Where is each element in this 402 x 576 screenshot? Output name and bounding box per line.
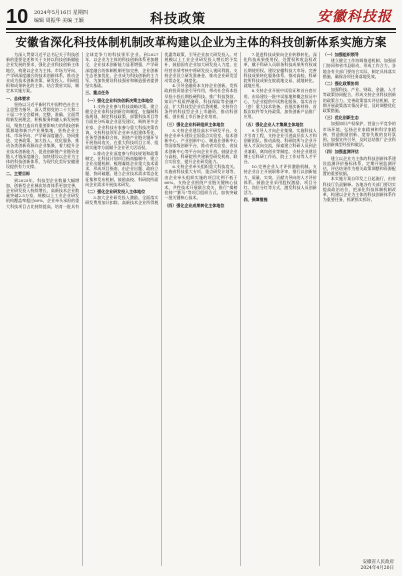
subsection-heading: （五）强化企业人才集聚主体地位 bbox=[243, 121, 304, 127]
paragraph: 加强科技、产业、财政、金融、人才等政策协同配合，形成支持企业科技创新的政策合力。完善政策落实评估机制，定期开展政策落实情况评估，及时调整优化政策措施。 bbox=[322, 87, 396, 114]
paragraph: 建立以企业为主体的科技创新体系建设监测评价指标体系，定期开展监测评估，评估结果作为相关政策调整和资源配置的重要依据。 bbox=[322, 155, 396, 177]
section-heading: 一、总体要求 bbox=[6, 95, 30, 101]
page-header bbox=[0, 0, 402, 30]
section-heading: 四、保障措施 bbox=[243, 197, 268, 203]
issuance-date: 2024年4月20日 bbox=[360, 566, 394, 571]
subsection-heading: （四）加强监测评估 bbox=[322, 149, 359, 155]
subsection-heading: （二）强化企业研发投入主体地位 bbox=[85, 189, 146, 195]
paragraph: 建立健全工作协调推进机制，加强部门协同和省市县联动，形成工作合力。各地各有关部门要结合实际，制定具体落实措施，确保各项任务落地见效。 bbox=[322, 58, 396, 79]
paragraph: 4.引导金融资本支持企业创新。发挥政府投资基金引导作用，带动社会资本投早投小投长期投硬科技。推广科技贷款、知识产权质押融资、科技保险等金融产品，扩大科技型企业信贷规模。支持符合条件的科技型企业上市融资，推动科创板、创业板上市后备企业培育。 bbox=[164, 83, 238, 120]
subsection-heading: （三）优化创新生态 bbox=[322, 115, 359, 121]
subsection-heading: （一）强化企业科技创新决策主体地位 bbox=[85, 97, 154, 103]
paragraph: 10.完善企业人才评价激励机制。支持企业自主开展职称评审，推行以创新能力、质量、实效、贡献为导向的人才评价体系。鼓励企业采用股权激励、项目分红、岗位分红等方式，激发科技人员创新活力。 bbox=[243, 164, 317, 196]
article-headline: 安徽省深化科技体制机制改革构建以企业为主体的科技创新体系实施方案 bbox=[15, 37, 387, 49]
paragraph: 7.促进科技成果向企业转移转化。深化科技成果使用权、处置权和收益权改革，赋予科研人员职务科技成果所有权或长期使用权。建设安徽科技大市场，完善科技成果转化服务体系，推动高校、科研院所科技成果在皖就地交易、就地转化、就地应用。 bbox=[243, 52, 317, 89]
intro-paragraph: 为深入贯彻习近平总书记关于科技创新的重要论述和关于支持以科技创新赋能企业发展的要求，强化企业科技创新主体地位，构建以企业为主体、市场为导向、产学研深度融合的技术创新体系，推动企业成为技术创新决策、研发投入、科研组织和成果转化的主体，结合我省实际，制定本实施方案。 bbox=[6, 52, 80, 94]
issuer-name: 安徽省人民政府 bbox=[362, 560, 394, 565]
paragraph: 坚持以习近平新时代中国特色社会主义思想为指导，深入贯彻党的二十大和二十届二中全会精神，完整、准确、全面贯彻新发展理念，积极服务和融入新发展格局，聚焦打造具有重要影响力的科技创新策源地和新兴产业聚集地，坚持企业主体、市场导向、产学研深度融合、协同推进、完善政策、加大投入、优化服务，推动各类创新资源向企业集聚，着力提升企业技术创新能力，促进创新链产业链资金链人才链深度融合，加快建设以企业为主体的科技创新体系，为现代化美好安徽建设提供有力支撑。 bbox=[6, 101, 80, 170]
paragraph: 8.支持企业开展中试验证和首台套应用。布局建设一批中试基地和概念验证中心，为企业提供中试熟化服务。落实首台（套）重大技术装备、首批次新材料、首版次软件等支持政策，加快创新产品推广应用。 bbox=[243, 88, 317, 120]
article-footer bbox=[360, 560, 394, 572]
section-heading: 二、主要目标 bbox=[6, 171, 30, 177]
article-body bbox=[6, 52, 396, 566]
subsection-heading: （四）强化企业成果转化主体地位 bbox=[164, 202, 225, 208]
section-title: 科技政策 bbox=[150, 11, 207, 26]
paragraph: 9.引导人才向企业集聚。实施科技人才引育工程，支持企业引进高层次人才和创新团队。推动高校、科研院所与企业开展人才双向交流，探索建立科研人员到企业兼职、离岗创业等制度。支持企业建设博士后科研工作站、院士工作站等人才平台。 bbox=[243, 127, 317, 165]
closing-paragraph: 本实施方案自印发之日起施行，由省科技厅负责解释。各地各有关部门要切实提高政治站位，把深化科技体制机制改革、构建以企业为主体的科技创新体系作为重要任务，抓紧抓实抓好。 bbox=[322, 176, 396, 203]
subsection-heading: （一）加强组织领导 bbox=[322, 52, 359, 57]
page-number: 10 bbox=[6, 6, 29, 28]
header-rule-thin bbox=[6, 32, 396, 33]
paragraph: 5.支持企业建设高水平研发平台。支持企业牵头建设全国重点实验室、技术创新中心、产业创新中心、制造业创新中心等国家级创新平台，推动省实验室、省技术创新中心等平台向企业开放。鼓励企业与高校、科研院所共建新型研发机构、联合实验室，提升企业研发能力。 bbox=[164, 127, 238, 165]
paragraph: 2.推动企业深度参与科技规划和政策制定。在科技计划项目指南编制中，建立企业出题机制，梳理凝练企业重大技术需求，形成项目指南，由企业出题、政府立题、协同破题。建立企业技术需求常态化征集和发布机制，鼓励高校、科研院所面向企业需求开展技术研发。 bbox=[85, 150, 159, 187]
paragraph: 1.支持企业参与科技战略决策。建立健全企业家科技创新咨询制度，在编制科技规划、制定科技政策、部署科技项目等方面充分听取企业意见建议，吸纳更多企业家、企业科技专家参与重大科技决策咨询。支持科技领军企业牵头组建体系化、任务型创新联合体，围绕产业链关键环节开展协同攻关，在重大科技项目立项、组织实施等方面赋予企业更大话语权。 bbox=[85, 103, 159, 151]
paragraph: 6.支持企业牵头组织重大科技攻关。实施省科技重大专项、重点研发计划等，由企业牵头组织实施的项目比例不低于60%。支持企业围绕产业链关键核心技术、共性技术开展联合攻关，推行“揭榜挂帅”“赛马”等项目组织方式，加快突破一批关键核心技术。 bbox=[164, 164, 238, 201]
paragraph: 到2025年，科技型企业数量大幅增加，创新型企业梯次培育体系更加完善，企业研发投入持续增长，高新技术企业数量突破2.5万家，规模以上工业企业研发机构覆盖率超过60%，企业牵头承担的重大科技项目占比持续提高，培育一批具有全球竞争力的科技领军企业。到2027年，以企业为主体的科技创新体系更加健全，企业技术创新能力显著增强，产学研深度融合的体制机制更加完善，企业创新生态更加优化，企业成为科技创新的主力军，为加快建设科技强省和制造强省提供坚实基础。 bbox=[6, 52, 159, 209]
editor-credit: 编辑 周振华 美编 王颖 bbox=[34, 18, 84, 24]
issue-date: 2024年5月16日 星期四 bbox=[34, 10, 88, 16]
paragraph: 加强知识产权保护，营造公平竞争的市场环境。弘扬企业家精神和科学家精神，营造鼓励创新、宽容失败的良好氛围。加强宣传引导，及时总结推广企业科技创新典型经验和做法。 bbox=[322, 121, 396, 148]
paragraph: 3.加大企业研发投入激励。全面落实研发费用加计扣除、高新技术企业所得税优惠等政策，引导企业加大研发投入。对规模以上工业企业研发投入增长给予奖补，鼓励国有企业加大研发投入力度，在经营业绩考核中将研发投入视同利润。支持企业设立研发准备金，推动企业研发活动常态化、制度化。 bbox=[85, 52, 238, 206]
header-rule bbox=[6, 28, 396, 30]
section-heading: 三、重点任务 bbox=[85, 90, 110, 96]
newspaper-masthead: 安徽科技报 bbox=[317, 9, 392, 25]
subsection-heading: （三）强化企业科研组织主体地位 bbox=[164, 121, 225, 127]
subsection-heading: （二）强化政策协同 bbox=[322, 81, 359, 87]
